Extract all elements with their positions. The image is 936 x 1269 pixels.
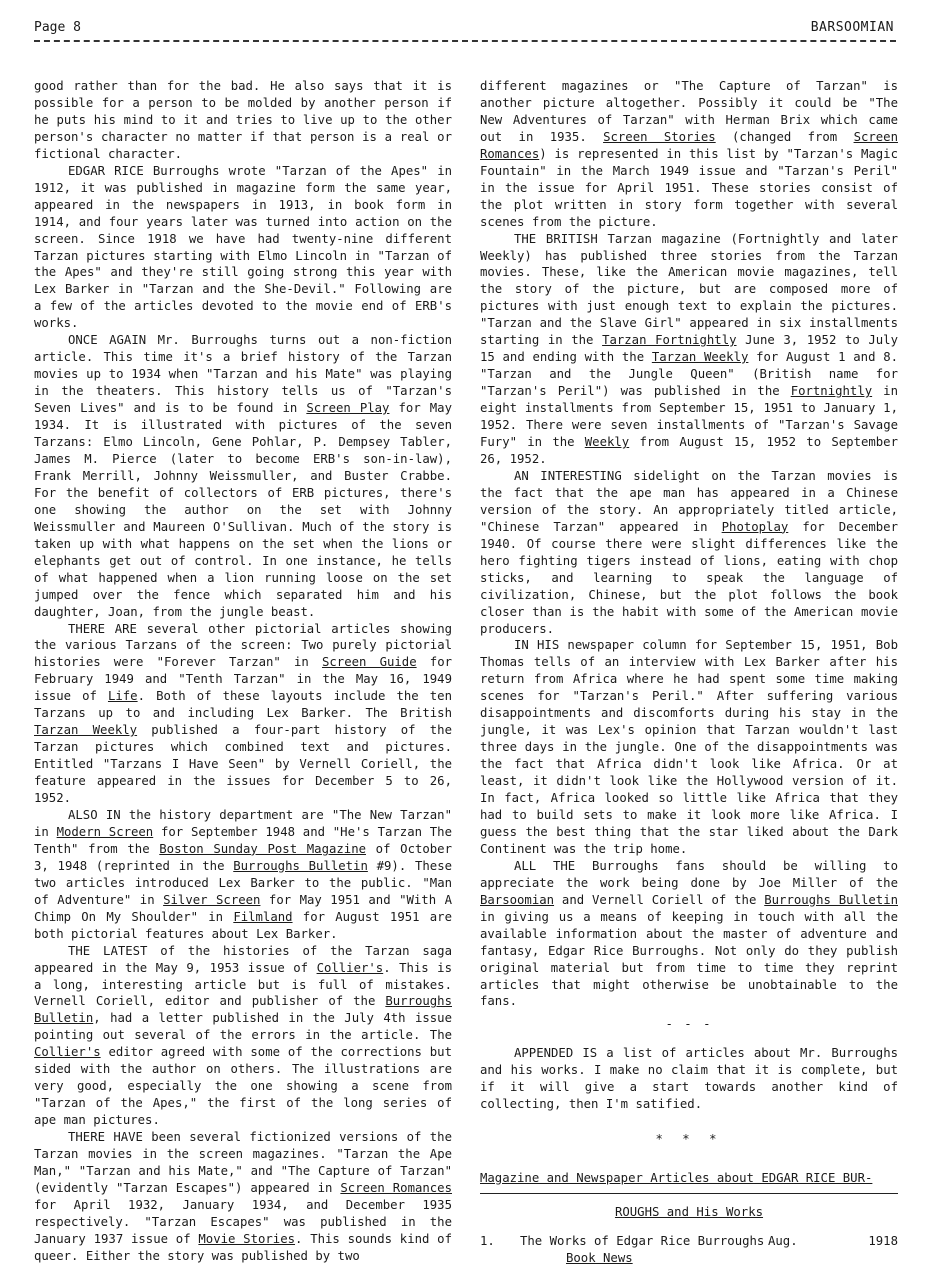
magazine-title: Tarzan Fortnightly: [602, 333, 737, 348]
article-list-heading: [480, 1170, 898, 1221]
magazine-title: Screen Play: [306, 401, 390, 416]
magazine-title: Collier's: [34, 1045, 101, 1060]
magazine-title: Movie Stories: [198, 1231, 296, 1246]
header-dashed-rule: [34, 40, 896, 42]
right-column: [480, 78, 898, 1269]
paragraph: IN HIS newspaper column for September 15, 1951, Bob Thomas tells of an interview with Lex Barker after his return from Africa where he had spent some time making scenes for "Tarzan's Peril." After suffering various disappointments and discomforts during his stay in the jungle, it was Lex's opinion that Tarzan wouldn't last three days in the jungle. One of the disappointments was the fact that Africa didn't look like Africa. Or at least, it didn't look like the Hollywood version of it. In fact, Africa looked so little like Africa that they had to build sets to make it look more like Africa. I guess the best thing that the star liked about the Dark Continent was the trip home.: [480, 638, 898, 856]
paragraph: different magazines or "The Capture of Tarzan" is another picture altogether. Possibly it could be "The New Adventures of Tarzan" with Herman Brix which came out in 1935. Screen Stories (changed from Screen Romances) is represented in this list by "Tarzan's Magic Fountain" in the March 1949 issue and "Tarzan's Peril" in the issue for April 1951. These stories consist of the plot written in story form together with several scenes from the picture.: [480, 79, 898, 229]
section-separator: - - -: [665, 1017, 713, 1032]
item-month: Aug.: [768, 1234, 798, 1249]
publication-title: BARSOOMIAN: [810, 20, 894, 35]
list-title-rule: [480, 1193, 898, 1194]
magazine-title: Burroughs Bulletin: [233, 858, 368, 873]
paragraph: ALL THE Burroughs fans should be willing to appreciate the work being done by Joe Miller of the Barsoomian and Vernell Coriell of the Burroughs Bulletin in giving us a means of keeping in touch with all the available information about the master of adventure and fantasy, Edgar Rice Burroughs. Not only do they publish original material but from time to time they reprint articles that might otherwise be unobtainable to the fans.: [480, 858, 898, 1009]
paragraph: APPENDED IS a list of articles about Mr. Burroughs and his works. I make no claim that it is complete, but if it will give a start towards another kind of collecting, then I'm satified.: [480, 1046, 898, 1112]
paragraph: THERE HAVE been several fictionized versions of the Tarzan movies in the screen magazines. "Tarzan the Ape Man," "Tarzan and his Mate," and "The Capture of Tarzan" (evidently "Tarzan Escapes") appeared in Screen Romances for April 1932, January 1934, and December 1935 respectively. "Tarzan Escapes" was published in the January 1937 issue of Movie Stories. This sounds kind of queer. Either the story was published by two: [34, 1130, 452, 1263]
left-column: [34, 78, 452, 1265]
item-source: Book News: [566, 1251, 633, 1266]
magazine-title: Photoplay: [721, 519, 789, 534]
paragraph: THERE ARE several other pictorial articles showing the various Tarzans of the screen: Two purely pictorial histories were "Forever Tarzan" in Screen Guide for February 1949 and "Tenth Tarzan" in the May 16, 1949 issue of Life. Both of these layouts include the ten Tarzans up to and including Lex Barker. The British Tarzan Weekly published a four-part history of the Tarzan pictures which combined text and pictures. Entitled "Tarzans I Have Seen" by Vernell Coriell, the feature appeared in the issues for December 5 to 26, 1952.: [34, 621, 452, 806]
list-title-line-1: Magazine and Newspaper Articles about EDGAR RICE BUR-: [480, 1171, 873, 1186]
magazine-title: Screen Guide: [321, 655, 417, 670]
item-year: 1918: [868, 1234, 898, 1249]
magazine-title: Screen Stories: [603, 129, 716, 144]
magazine-title: Modern Screen: [56, 824, 154, 839]
list-item: [480, 1233, 898, 1269]
paragraph: ONCE AGAIN Mr. Burroughs turns out a non-fiction article. This time it's a brief history of the Tarzan movies up to 1934 when "Tarzan and his Mate" was playing in the theaters. This history tells us of "Tarzan's Seven Lives" and is to be found in Screen Play for May 1934. It is illustrated with pictures of the seven Tarzans: Elmo Lincoln, Gene Pohlar, P. Dempsey Tabler, James M. Pierce (later to become ERB's son-in-law), Frank Merrill, Johnny Weissmuller, and Buster Crabbe. For the benefit of collectors of ERB pictures, there's one showing the author on the set with Johnny Weissmuller and Maureen O'Sullivan. Much of the story is taken up with what happens on the set when the lions or elephants get out of control. In one instance, he tells of what happened when a lion running loose on the set jumped over the fence which separated him and his daughter, Joan, from the jungle beast.: [34, 333, 452, 619]
magazine-title: Tarzan Weekly: [651, 350, 749, 365]
paragraph: AN INTERESTING sidelight on the Tarzan movies is the fact that the ape man has appeared in a Chinese version of the story. An appropriately titled article, "Chinese Tarzan" appeared in Photoplay for December 1940. Of course there were slight differences like the hero fighting tigers instead of lions, eating with chop sticks, and learning to speak the language of civilization, Chinese, but the plot follows the book closer than is the habit with some of the American movie producers.: [480, 468, 898, 636]
magazine-title: Tarzan Weekly: [34, 723, 138, 738]
magazine-title: Weekly: [584, 435, 630, 450]
magazine-title: Barsoomian: [480, 892, 555, 907]
magazine-title: Life: [107, 689, 138, 704]
list-title-line-2: ROUGHS and His Works: [614, 1205, 764, 1220]
paragraph: THE BRITISH Tarzan magazine (Fortnightly and later Weekly) has published three stories from the Tarzan movies. These, like the American movie magazines, tell the story of the picture, but are composed more of pictures with just enough text to explain the pictures. "Tarzan and the Slave Girl" appeared in six installments starting in the Tarzan Fortnightly June 3, 1952 to July 15 and ending with the Tarzan Weekly for August 1 and 8. "Tarzan and the Jungle Queen" (British name for "Tarzan's Peril") was published in the Fortnightly in eight installments from September 15, 1951 to January 1, 1952. There were seven installments of "Tarzan's Savage Fury" in the Weekly from August 15, 1952 to September 26, 1952.: [480, 231, 898, 466]
magazine-title: Screen Romances: [480, 129, 898, 161]
magazine-title: Fortnightly: [790, 384, 873, 399]
magazine-title: Boston Sunday Post Magazine: [159, 841, 366, 856]
paragraph: good rather than for the bad. He also says that it is possible for a person to be molded by another person if he puts his mind to it and tries to live up to the other person's character no matter if that person is a real or fictional character.: [34, 79, 452, 161]
paragraph: THE LATEST of the histories of the Tarzan saga appeared in the May 9, 1953 issue of Collier's. This is a long, interesting article but is full of mistakes. Vernell Coriell, editor and publisher of the Burroughs Bulletin, had a letter published in the July 4th issue pointing out several of the errors in the article. The Collier's editor agreed with some of the corrections but sided with the author on others. The illustrations are very good, especially the one showing a scene from "Tarzan of the Apes," the first of the long series of ape man pictures.: [34, 943, 452, 1128]
magazine-title: Collier's: [316, 960, 384, 975]
paragraph: ALSO IN the history department are "The New Tarzan" in Modern Screen for September 1948 and "He's Tarzan The Tenth" from the Boston Sunday Post Magazine of October 3, 1948 (reprinted in the Burroughs Bulletin #9). These two articles introduced Lex Barker to the public. "Man of Adventure" in Silver Screen for May 1951 and "With A Chimp On My Shoulder" in Filmland for August 1951 are both pictorial features about Lex Barker.: [34, 807, 453, 941]
page-number: Page 8: [34, 20, 81, 35]
asterisk-divider: * * *: [655, 1132, 723, 1147]
magazine-title: Filmland: [233, 909, 293, 924]
magazine-title: Silver Screen: [163, 892, 261, 907]
magazine-title: Screen Romances: [340, 1180, 452, 1195]
item-number: 1.: [480, 1234, 495, 1249]
item-title: The Works of Edgar Rice Burroughs: [520, 1234, 765, 1249]
paragraph: EDGAR RICE Burroughs wrote "Tarzan of the Apes" in 1912, it was published in magazine form the same year, appeared in the newspapers in 1913, in book form in 1914, and four years later was turned into action on the screen. Since 1918 we have had twenty-nine different Tarzan pictures starting with Elmo Lincoln in "Tarzan of the Apes" and they're still going strong this year with Lex Barker in "Tarzan and the She-Devil." Following are a few of the articles devoted to the movie end of ERB's works.: [34, 163, 452, 331]
page-header: [34, 20, 894, 40]
magazine-title: Burroughs Bulletin: [764, 892, 898, 907]
magazine-title: Burroughs Bulletin: [34, 994, 452, 1026]
